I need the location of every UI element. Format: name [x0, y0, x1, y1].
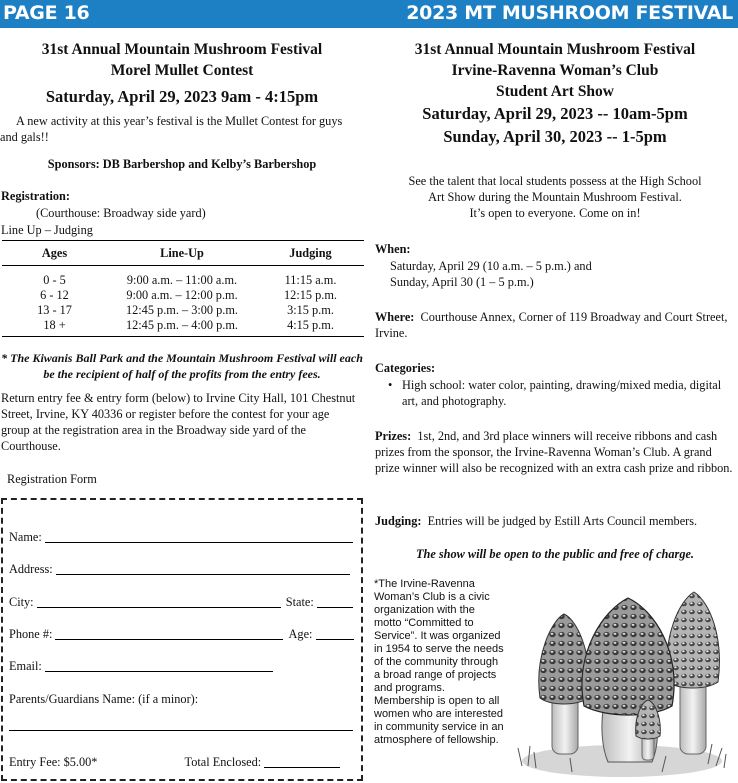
- parents-row: [9, 692, 198, 707]
- right-title-2: Irvine-Ravenna Woman’s Club: [451, 62, 659, 79]
- total-label: Total Enclosed:: [184, 755, 262, 769]
- table-cell: 6 - 12: [40, 288, 69, 302]
- city-row: [9, 595, 353, 610]
- when-heading: When:: [375, 242, 411, 256]
- table-header: Ages: [2, 241, 107, 266]
- when-line-2: Sunday, April 30 (1 – 5 p.m.): [390, 275, 534, 289]
- table-cell: 12:45 p.m. – 4:00 p.m.: [107, 318, 257, 337]
- prizes-paragraph: [375, 428, 737, 476]
- club-note: *The Irvine-Ravenna Woman’s Club is a civic organization with the motto “Committed to Service”. It was organized in 1954 to serve the needs of the community through a broad range of projects and programs. Membership is open to all women who are interested in community service in an atmosphere of fellowship.: [374, 578, 504, 746]
- where-paragraph: [375, 309, 737, 341]
- where-text: Courthouse Annex, Corner of 119 Broadway and Court Street, Irvine.: [375, 310, 728, 340]
- right-date-1: Saturday, April 29, 2023 -- 10am-5pm: [422, 104, 688, 123]
- prizes-heading: Prizes:: [375, 429, 412, 443]
- table-cell: 13 - 17: [37, 303, 72, 317]
- left-title-2: Morel Mullet Contest: [110, 62, 254, 79]
- age-label: Age:: [288, 627, 313, 641]
- intro-line-2: Art Show during the Mountain Mushroom Festival.: [428, 190, 682, 204]
- table-cell: 9:00 a.m. – 12:00 p.m.: [126, 288, 238, 302]
- left-date: Saturday, April 29, 2023 9am - 4:15pm: [45, 87, 319, 106]
- free-admission-note: The show will be open to the public and free of charge.: [415, 547, 695, 561]
- judging-heading: Judging:: [375, 514, 422, 528]
- age-schedule-table: [2, 240, 364, 337]
- lineup-label: Line Up – Judging: [1, 223, 93, 237]
- registration-location: (Courthouse: Broadway side yard): [36, 206, 206, 220]
- age-field[interactable]: [316, 628, 354, 640]
- judging-text: Entries will be judged by Estill Arts Council members.: [427, 514, 698, 528]
- return-instructions: Return entry fee & entry form (below) to Irvine City Hall, 101 Chestnut Street, Irvine, KY 40336 or register before the contest for your age group at the registration area in the Broadway side yard of the Courthouse.: [1, 391, 356, 453]
- email-field[interactable]: [45, 660, 273, 672]
- right-title-1: 31st Annual Mountain Mushroom Festival: [414, 41, 696, 58]
- name-label: Name:: [9, 530, 42, 544]
- email-row: [9, 659, 273, 674]
- phone-row: [9, 627, 354, 642]
- parents-field[interactable]: [9, 719, 353, 731]
- table-row: [2, 303, 364, 318]
- prizes-text: 1st, 2nd, and 3rd place winners will receive ribbons and cash prizes from the sponsor, the Irvine-Ravenna Woman’s Club. A grand prize winner will also be recognized with an extra cash prize and ribbon.: [375, 429, 733, 475]
- kiwanis-note: * The Kiwanis Ball Park and the Mountain Mushroom Festival will each be the recipient of half of the profits from the entry fees.: [1, 351, 363, 381]
- left-title-1: 31st Annual Mountain Mushroom Festival: [41, 41, 323, 58]
- right-date-2: Sunday, April 30, 2023 -- 1-5pm: [443, 127, 667, 146]
- morel-mushrooms-illustration: [512, 576, 738, 781]
- banner-title: 2023 MT MUSHROOM FESTIVAL: [406, 2, 733, 24]
- registration-form: [1, 498, 363, 781]
- state-label: State:: [285, 595, 314, 609]
- entry-fee-label: Entry Fee: $5.00*: [9, 755, 98, 769]
- table-cell: 18 +: [2, 318, 107, 337]
- address-label: Address:: [9, 562, 53, 576]
- parents-label: Parents/Guardians Name: (if a minor):: [9, 692, 199, 706]
- registration-heading: Registration:: [1, 189, 70, 203]
- intro-line-3: It’s open to everyone. Come on in!: [469, 206, 641, 220]
- fee-row: [9, 755, 340, 770]
- total-field[interactable]: [264, 756, 340, 768]
- form-title: Registration Form: [7, 472, 97, 486]
- bullet-icon: •: [388, 378, 393, 392]
- intro-text: A new activity at this year’s festival is the Mullet Contest for guys and gals!!: [0, 114, 343, 144]
- sponsors-text: Sponsors: DB Barbershop and Kelby’s Barbershop: [47, 157, 317, 171]
- when-line-1: Saturday, April 29 (10 a.m. – 5 p.m.) and: [390, 259, 592, 273]
- table-cell: 12:15 p.m.: [284, 288, 337, 302]
- page-number: PAGE 16: [3, 2, 90, 24]
- name-field[interactable]: [45, 531, 353, 543]
- city-label: City:: [9, 595, 34, 609]
- where-heading: Where:: [375, 310, 415, 324]
- phone-field[interactable]: [55, 628, 283, 640]
- right-title-3: Student Art Show: [496, 83, 614, 100]
- page-banner: [0, 0, 738, 28]
- parents-line-row: [9, 718, 353, 733]
- intro-line-1: See the talent that local students possess at the High School: [408, 174, 702, 188]
- name-row: [9, 530, 353, 545]
- state-field[interactable]: [317, 596, 353, 608]
- table-row: [2, 266, 364, 289]
- art-show-column: [372, 28, 738, 783]
- table-header: Line-Up: [107, 241, 257, 266]
- table-header: Judging: [257, 241, 364, 266]
- address-row: [9, 562, 350, 577]
- table-cell: 9:00 a.m. – 11:00 a.m.: [126, 273, 238, 287]
- city-field[interactable]: [37, 596, 281, 608]
- table-cell: 11:15 a.m.: [284, 273, 337, 287]
- table-row: [2, 318, 364, 337]
- categories-item: [388, 377, 736, 409]
- table-cell: 12:45 p.m. – 3:00 p.m.: [125, 303, 239, 317]
- table-cell: 3:15 p.m.: [287, 303, 334, 317]
- categories-text: High school: water color, painting, drawing/mixed media, digital art, and photography.: [402, 378, 722, 408]
- categories-heading: Categories:: [375, 361, 436, 375]
- table-cell: 0 - 5: [43, 273, 66, 287]
- address-field[interactable]: [56, 563, 350, 575]
- table-row: [2, 288, 364, 303]
- mullet-contest-column: [0, 28, 364, 783]
- phone-label: Phone #:: [9, 627, 53, 641]
- judging-paragraph: [375, 513, 737, 529]
- email-label: Email:: [9, 659, 42, 673]
- table-cell: 4:15 p.m.: [257, 318, 364, 337]
